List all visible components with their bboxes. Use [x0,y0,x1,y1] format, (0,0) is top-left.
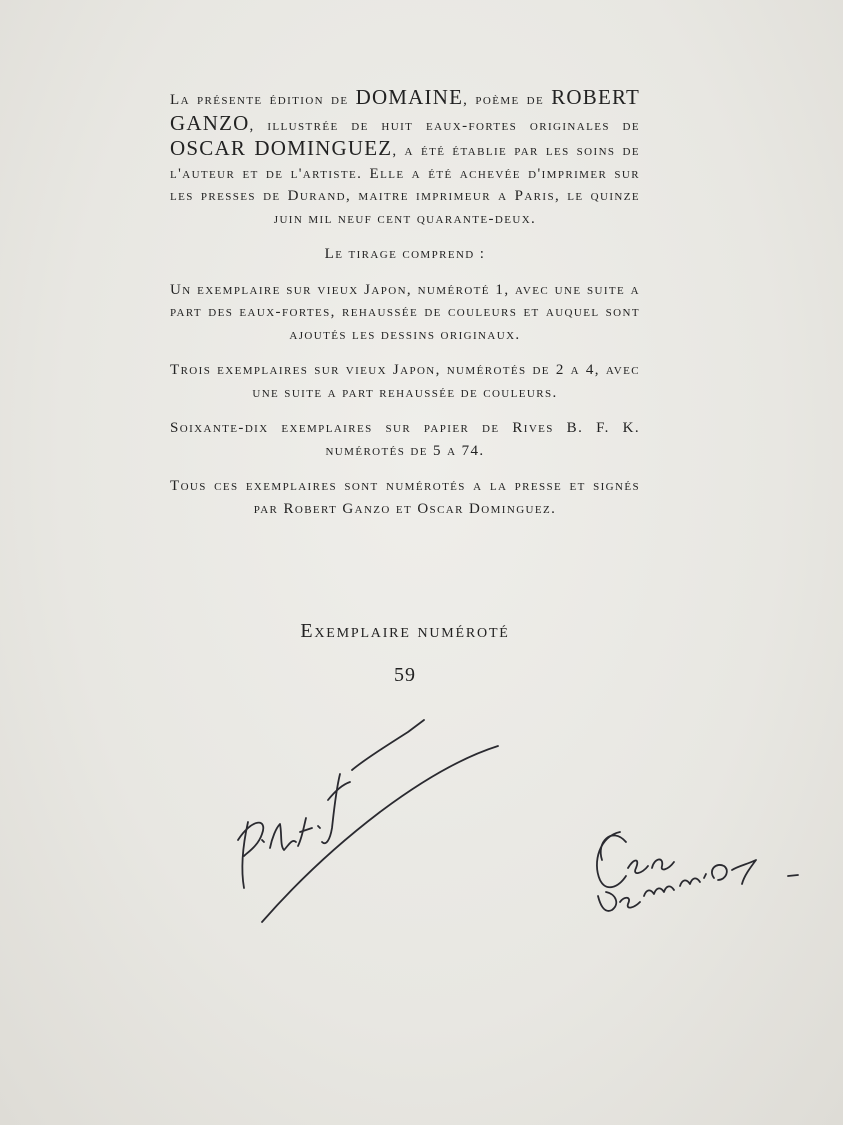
book-title: DOMAINE [355,85,464,109]
author-name: ROBERT GANZO [170,85,640,135]
edition-text-a: La présente édition de [170,92,356,108]
tirage-heading: Le tirage comprend : [324,246,486,262]
colophon-paragraph-japon-1: Un exemplaire sur vieux Japon, numéroté 1, avec une suite a part des eaux-fortes, rehaussée de couleurs et auquel sont ajoutés les dessins originaux. [170,281,640,343]
artist-name: OSCAR DOMINGUEZ [170,136,393,160]
edition-text-b: , poème de [463,92,552,108]
colophon-paragraph-signed: Tous ces exemplaires sont numérotés a la presse et signés par Robert Ganzo et Oscar Dominguez. [170,478,640,517]
colophon-paragraph-japon-2-4: Trois exemplaires sur vieux Japon, numérotés de 2 a 4, avec une suite a part rehaussée de couleurs. [170,362,640,401]
edition-text-c: , illustrée de huit eaux-fortes originales de [249,117,640,134]
copy-number-label: Exemplaire numéroté [300,620,510,642]
edition-text-d: , a été établie par les soins de l'auteur et de l'artiste. Elle a été achevée d'imprimer sur les presses de Durand, maitre imprimeur a Paris, le quinze juin mil neuf cent quarante-deux. [170,143,640,227]
colophon-paragraph-rives: Soixante-dix exemplaires sur papier de Rives B. F. K. numérotés de 5 a 74. [170,420,640,459]
copy-number: 59 [394,664,416,686]
signature-oscar-dominguez [597,832,798,911]
signature-robert-ganzo [238,720,498,922]
